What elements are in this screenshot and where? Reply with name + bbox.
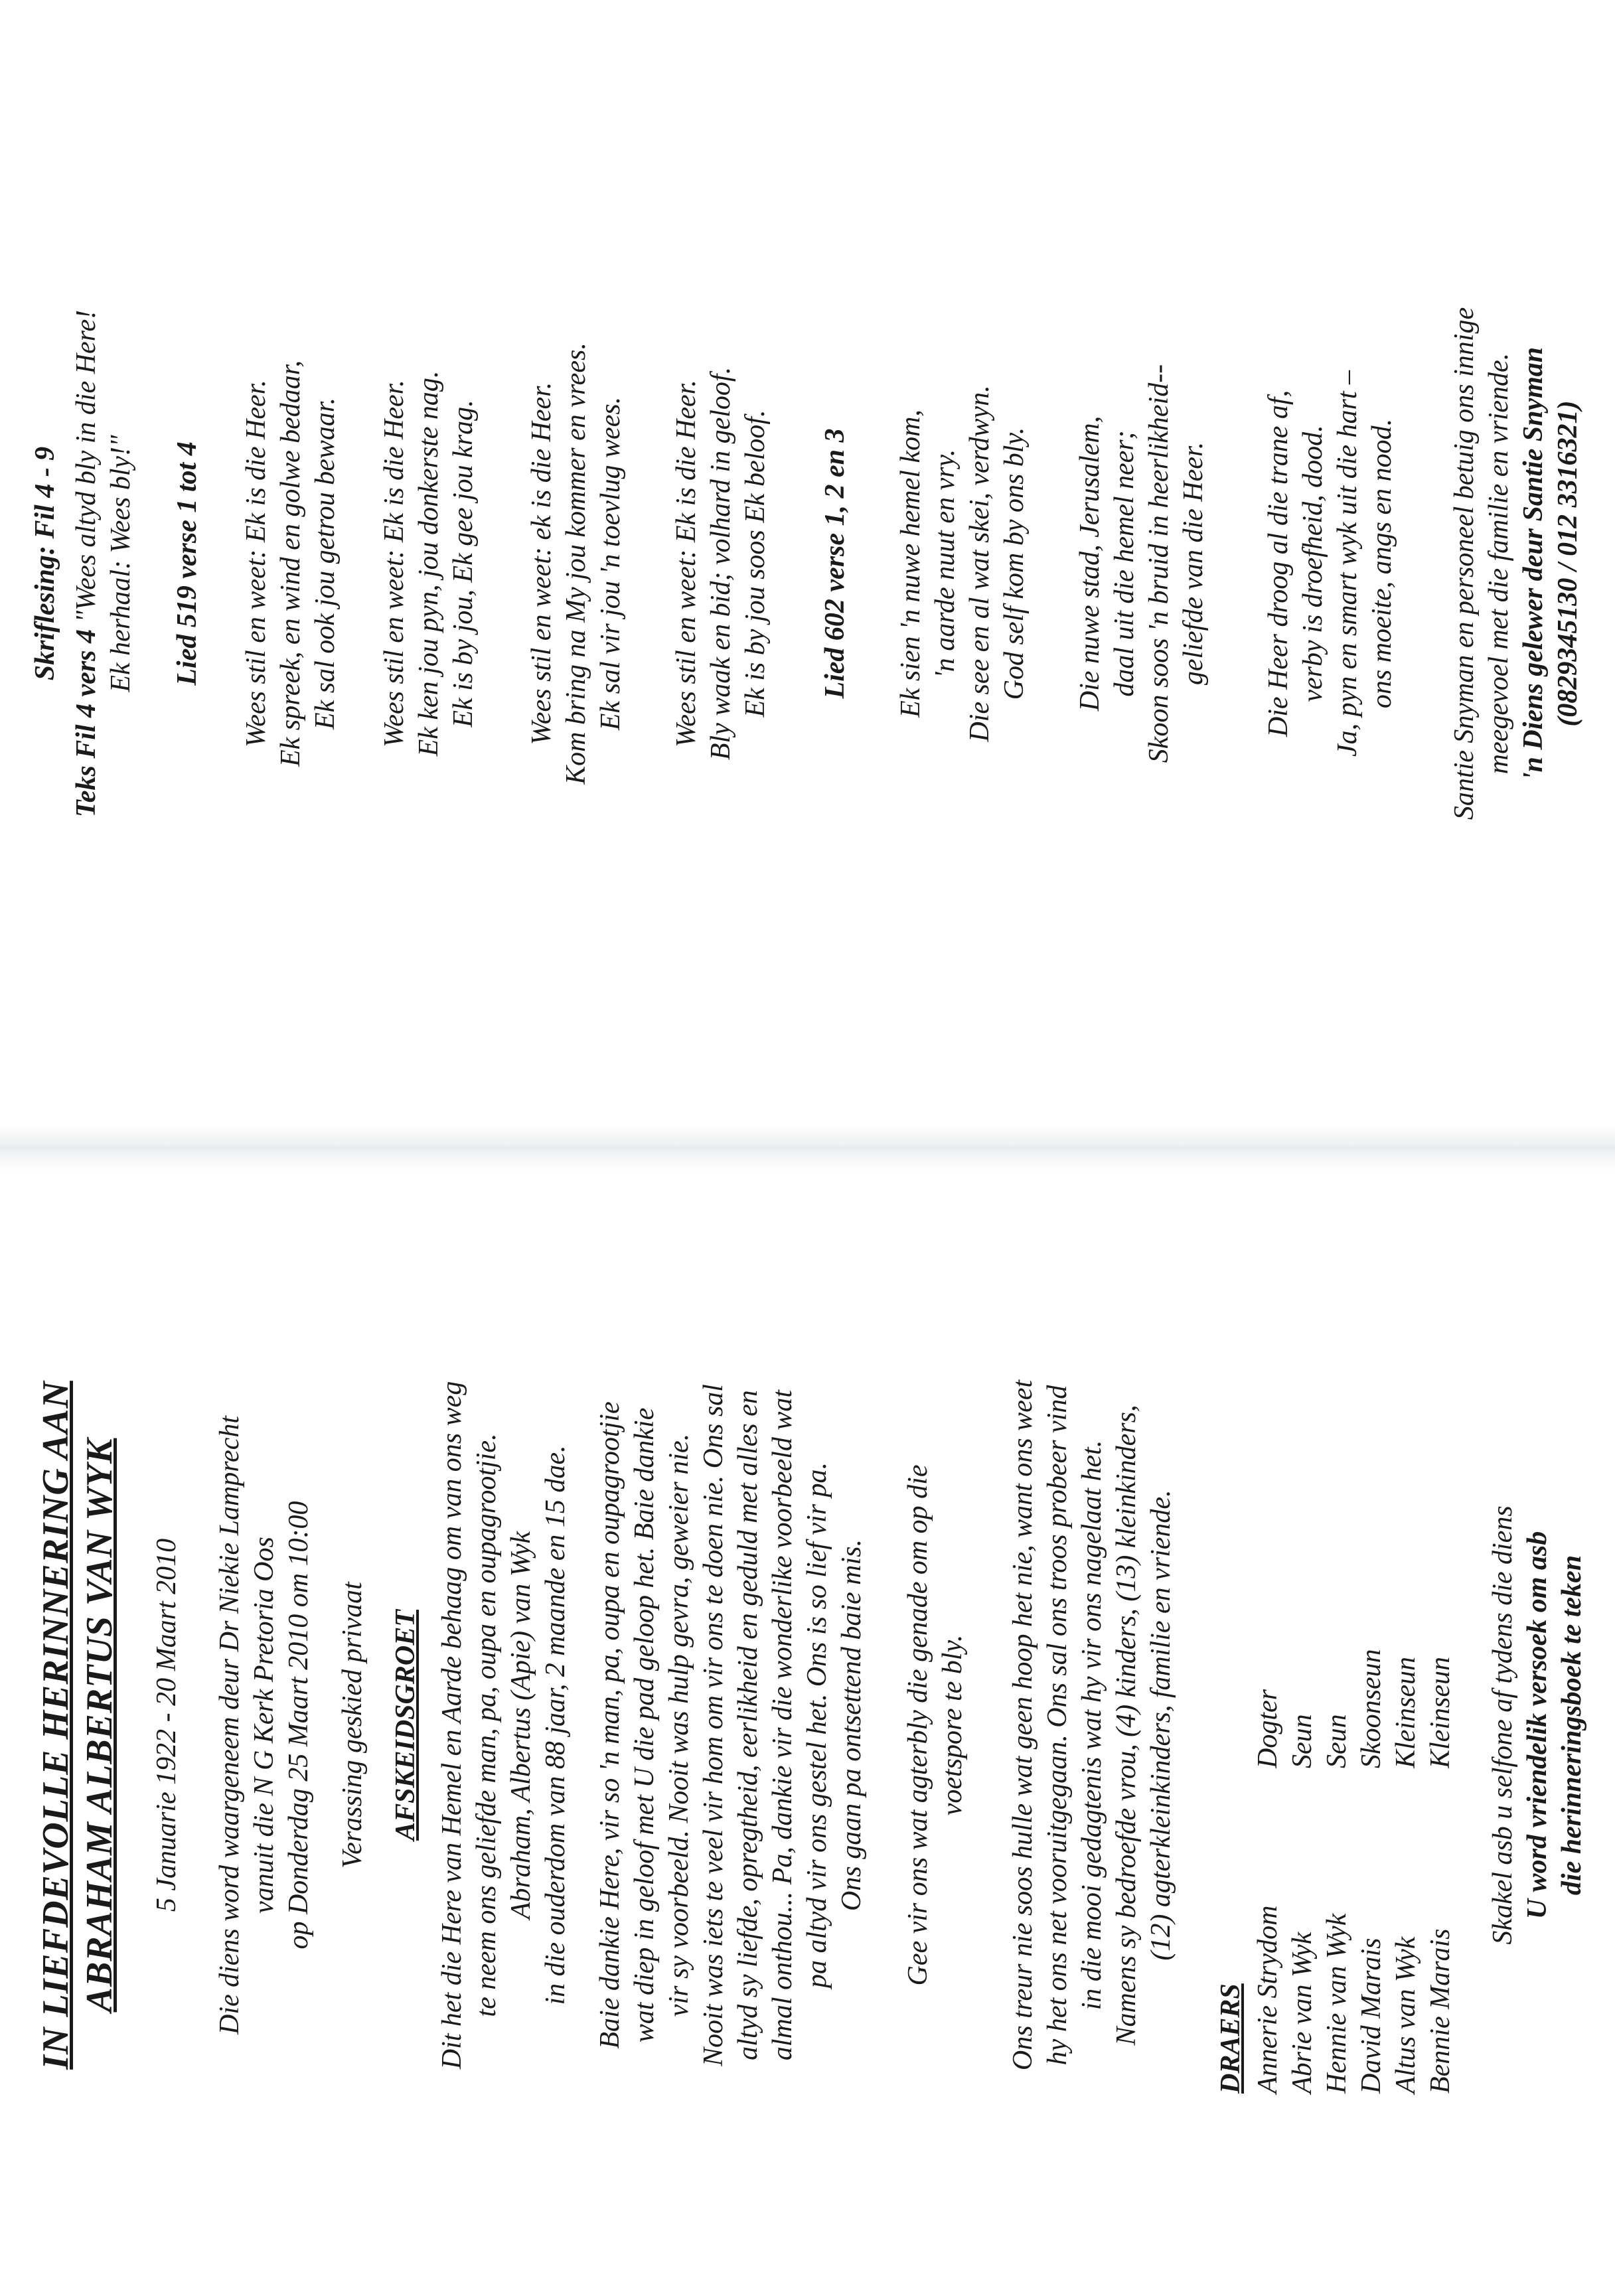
title-line-1: IN LIEFDEVOLLE HERINNERING AAN (35, 1381, 76, 2070)
hymn-602-verse-1-line: God self kom by ons bly. (999, 427, 1030, 700)
hymn-602-heading: Lied 602 verse 1, 2 en 3 (820, 428, 850, 699)
hymn-602-verse-2-line: geliefde van die Heer. (1178, 441, 1209, 686)
title-line-2: ABRAHAM ALBERTUS VAN WYK (79, 1438, 120, 2013)
bearer-name: Bennie Marais (1425, 1928, 1456, 2094)
bearer-relation: Kleinseun (1391, 1657, 1421, 1768)
bearer-relation: Dogter (1253, 1689, 1283, 1768)
text-quote: "Wees altyd bly in die Here! (71, 309, 102, 629)
bearer-name: Hennie van Wyk (1322, 1913, 1352, 2094)
hymn-519-verse-4-line: Wees stil en weet: Ek is die Heer. (671, 380, 702, 747)
hymn-519-verse-1-line: Ek sal ook jou getrou bewaar. (310, 397, 341, 730)
cremation-note: Verassing geskied privaat (337, 1582, 368, 1869)
contact-phones: (0829345130 / 012 3316321) (1553, 400, 1583, 727)
hymn-602-verse-3-line: Ja, pyn en smart wyk uit die hart – (1332, 370, 1363, 757)
service-line-2: vanuit die N G Kerk Pretoria Oos (249, 1537, 279, 1914)
hymn-519-verse-2-line: Ek ken jou pyn, jou donkerste nag. (414, 370, 444, 757)
farewell-p2-line: wat diep in geloof met U die pad geloop het. Baie dankie (629, 1407, 660, 2043)
farewell-p4-line: hy het ons net vooruitgegaan. Ons sal ons troos probeer vind (1042, 1385, 1073, 2066)
farewell-p1-line: in die ouderdom van 88 jaar, 2 maande en 15 dae. (540, 1445, 571, 2005)
hymn-519-heading: Lied 519 verse 1 tot 4 (172, 441, 202, 686)
condolence-line-2: meegevoel met die familie en vriende. (1484, 352, 1514, 775)
hymn-602-verse-1-line: 'n aarde nuut en vry. (930, 449, 961, 678)
hymn-602-verse-3-line: verby is droefheid, dood. (1298, 425, 1328, 702)
guestbook-note-line-2: die herinneringsboek te teken (1557, 1555, 1587, 1896)
bearer-relation: Seun (1287, 1714, 1318, 1768)
life-dates: 5 Januarie 1922 - 20 Maart 2010 (151, 1538, 182, 1912)
hymn-602-verse-3-line: ons moeite, angs en nood. (1367, 418, 1397, 709)
scripture-reading: Skriflesing: Fil 4 - 9 (30, 446, 60, 681)
text-reference-line-2: Ek herhaal: Wees bly!" (106, 435, 136, 692)
hymn-519-verse-2-line: Wees stil en weet: Ek is die Heer. (379, 380, 410, 747)
hymn-519-verse-3-line: Kom bring na My jou kommer en vrees. (561, 343, 591, 785)
farewell-p2-line: Baie dankie Here, vir so 'n man, pa, oupa en oupagrootjie (595, 1401, 625, 2049)
farewell-p2-line: Nooit was iets te veel vir hom om vir ons te doen nie. Ons sal (698, 1384, 729, 2066)
hymn-519-verse-2-line: Ek is by jou, Ek gee jou krag. (448, 400, 479, 727)
service-line-3: op Donderdag 25 Maart 2010 om 10:00 (283, 1501, 314, 1950)
hymn-602-verse-1-line: Ek sien 'n nuwe hemel kom, (895, 410, 926, 718)
farewell-p1-line: Abraham, Albertus (Apie) van Wyk (506, 1531, 536, 1920)
farewell-p2-line: pa altyd vir ons gestel het. Ons is so lief vir pa. (802, 1462, 832, 1989)
bearer-relation: Kleinseun (1425, 1657, 1456, 1768)
bearer-relation: Skoonseun (1356, 1649, 1387, 1768)
bearer-relation: Seun (1322, 1714, 1352, 1768)
farewell-p4-line: in die mooi gedagtenis wat hy vir ons nagelaat het. (1077, 1440, 1107, 2011)
bearer-name: Annerie Strydom (1253, 1905, 1283, 2094)
hymn-519-verse-4-line: Bly waak en bid; volhard in geloof. (706, 366, 736, 761)
hymn-602-verse-2-line: Skoon soos 'n bruid in heerlikheid-- (1144, 364, 1174, 763)
farewell-p4-line: Ons treur nie soos hulle wat geen hoop het nie, want ons weet (1008, 1379, 1038, 2071)
hymn-519-verse-3-line: Ek sal vir jou 'n toevlug wees. (595, 396, 626, 731)
service-provider: 'n Diens gelewer deur Santie Snyman (1518, 346, 1549, 781)
farewell-p3-line: voetspore te bly. (937, 1634, 968, 1816)
farewell-p3-line: Gee vir ons wat agterbly die genade om op die (903, 1464, 933, 1986)
bearer-name: Altus van Wyk (1391, 1936, 1421, 2094)
hymn-519-verse-3-line: Wees stil en weet: ek is die Heer. (526, 382, 557, 745)
hymn-602-verse-2-line: daal uit die hemel neer; (1109, 430, 1140, 697)
farewell-p4-line: (12) agterkleinkinders, familie en vriende. (1146, 1490, 1176, 1961)
hymn-519-verse-1-line: Ek spreek, en wind en golwe bedaar, (275, 360, 306, 767)
farewell-heading: AFSKEIDSGROET (390, 1610, 421, 1841)
farewell-p4-line: Namens sy bedroefde vrou, (4) kinders, (13) kleinkinders, (1111, 1405, 1142, 2046)
bearer-name: Abrie van Wyk (1287, 1932, 1318, 2094)
phones-off-note: Skakel asb u selfone af tydens die diens (1488, 1505, 1518, 1945)
farewell-p2-line: almal onthou... Pa, dankie vir die wonderlike voorbeeld wat (767, 1389, 798, 2061)
guestbook-note-line-1: U word vriendelik versoek om asb (1522, 1531, 1553, 1920)
hymn-519-verse-1-line: Wees stil en weet: Ek is die Heer. (241, 380, 271, 747)
farewell-p2-line: vir sy voorbeeld. Nooit was hulp gevra, geweier nie. (664, 1433, 694, 2017)
service-line-1: Die diens word waargeneem deur Dr Niekie Lamprecht (214, 1415, 245, 2035)
hymn-602-verse-3-line: Die Heer droog al die trane af, (1263, 390, 1294, 737)
text-reference-label: Teks Fil 4 vers 4 (71, 629, 102, 818)
farewell-p2-line: altyd sy liefde, opregtheid, eerlikheid en geduld met alles en (733, 1390, 763, 2060)
farewell-p2-line: Ons gaan pa ontsettend baie mis. (836, 1539, 867, 1911)
farewell-p1-line: te neem ons geliefde man, pa, oupa en oupagrootjie. (471, 1433, 502, 2017)
page-fold (0, 1124, 1615, 1171)
bearer-name: David Marais (1356, 1938, 1387, 2094)
bearers-heading: DRAERS (1215, 1983, 1246, 2094)
hymn-602-verse-1-line: Die see en al wat skei, verdwyn. (964, 385, 995, 742)
text-reference-line-1 (69, 46, 104, 1081)
condolence-line-1: Santie Snyman en personeel betuig ons innige (1449, 307, 1480, 820)
hymn-519-verse-4-line: Ek is by jou soos Ek beloof. (740, 410, 771, 718)
farewell-p1-line: Dit het die Here van Hemel en Aarde behaag om van ons weg (437, 1381, 467, 2070)
hymn-602-verse-2-line: Die nuwe stad, Jerusalem, (1075, 416, 1105, 712)
